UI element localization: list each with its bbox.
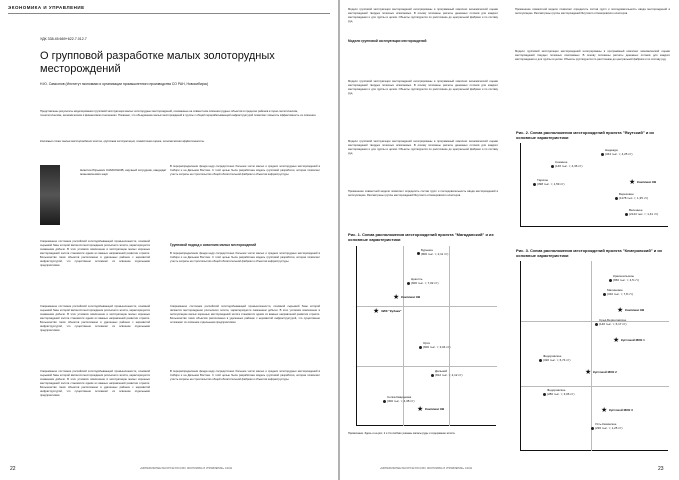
map-label: Сред-Беринговское (140 тыс. т; 6,17 г/т) bbox=[599, 318, 627, 326]
article-authors: Н.Ю. Самсонов (Институт экономики и организации промышленного производства СО РАН, Новосибирск) bbox=[40, 82, 209, 86]
map-label: Снежное (146 тыс. т; 4,36 г/т) bbox=[555, 160, 583, 168]
map-label: Федоровское (280 тыс. т; 3,06 г/т) bbox=[547, 388, 575, 396]
map-point bbox=[591, 427, 594, 430]
map-label: Комплекс КВ bbox=[425, 407, 445, 411]
article-body-col1-b: Современное состояние российской золотодобывающей промышленности, основной сырьевой базы которой являются месторождения россыпного золота, характеризуется снижением добычи. В этих условиях вовлечение в эксплуатацию малых коренных месторождений золота становится одним из важных направлений развития отрасли. Большинство таких объектов расположено в удаленных районах с неразвитой инфраструктурой, что существенно осложняет их освоение отдельными предприятиями. bbox=[40, 305, 150, 332]
map-label: Усть-Казинское (230 тыс. т; 1,25 г/т) bbox=[595, 422, 623, 430]
col2-heading: Групповой подход к освоению малых месторождений bbox=[170, 243, 257, 247]
map-label: Комплекс КВ bbox=[625, 308, 645, 312]
author-photo-caption: Никитин Юрьевич САМСОНОВ, научный сотрудник, кандидат экономических наук bbox=[80, 168, 167, 176]
footer-left: «МИНЕРАЛЬНЫЕ РЕСУРСЫ РОССИИ. ЭКОНОМИКА И УПРАВЛЕНИЕ» 1/2011 bbox=[140, 467, 233, 470]
star-icon: ★ bbox=[373, 308, 380, 315]
footer-right: «МИНЕРАЛЬНЫЕ РЕСУРСЫ РОССИИ. ЭКОНОМИКА И УПРАВЛЕНИЕ» 1/2011 bbox=[380, 467, 473, 470]
page-number-left: 22 bbox=[10, 466, 16, 472]
right-col2-b: Модели групповой эксплуатации месторождений интегрированы в программный комплекс экономической оценки месторождений твердых полезных ископаемых. В основу положены расчеты денежных потоков для каждого месторождения и для группы в целом. Объекты группируются по расстоянию до центральной фабрики и по составу руд. bbox=[515, 50, 670, 61]
figure-1-note: Примечание. Здесь и на рис. 2 и 3 в скобках указаны запасы руды и содержание золота. bbox=[348, 432, 456, 435]
map-point bbox=[601, 153, 604, 156]
article-body-col1-c: Современное состояние российской золотодобывающей промышленности, основной сырьевой базы которой являются месторождения россыпного золота, характеризуется снижением добычи. В этих условиях вовлечение в эксплуатацию малых коренных месторождений золота становится одним из важных направлений развития отрасли. Большинство таких объектов расположено в удаленных районах с неразвитой инфраструктурой, что существенно осложняет их освоение отдельными предприятиями. bbox=[40, 370, 150, 397]
map-point bbox=[551, 165, 554, 168]
map-label: Комплекс КВ bbox=[637, 180, 657, 184]
map-label: Кустовой МОК 3 bbox=[609, 408, 633, 412]
article-title: О групповой разработке малых золоторудных месторождений bbox=[40, 50, 275, 75]
udk-code: УДК 338.45:669+622.7.012.7 bbox=[40, 37, 87, 41]
map-label: Малиновое (310 тыс. т; 7,8 г/т) bbox=[607, 288, 633, 296]
article-keywords: Ключевые слова: малые месторождения золота, групповая эксплуатация, совместная оценка, экономическая эффективность. bbox=[40, 140, 205, 143]
figure-2-title: Рис. 2. Схема расположения месторождений проекта "Якутский" и их основные характеристики bbox=[516, 130, 655, 140]
map-label: Комплекс КВ bbox=[401, 295, 421, 299]
article-body-col2-d: В перераспределении фонда недр сосредоточено большое число малых и средних золоторудных месторождений в Сибири и на Дальнем Востоке. С этой целью была разработана модель групповой разработки, которая позволяет учесть затраты на строительство общей обогатительной фабрики и объектов инфраструктуры. bbox=[170, 370, 320, 381]
right-heading: Модели групповой эксплуатации месторождений bbox=[348, 39, 427, 43]
figure-3-title: Рис. 3. Схема расположения месторождений проекта "Кемеровский" и их основные характеристики bbox=[516, 248, 663, 258]
star-icon: ★ bbox=[613, 337, 620, 344]
map-label: Надежда (344 тыс. т; 4,25 г/т) bbox=[605, 148, 633, 156]
star-icon: ★ bbox=[629, 179, 636, 186]
article-body-col2-c: Современное состояние российской золотодобывающей промышленности, основной сырьевой базы которой являются месторождения россыпного золота, характеризуется снижением добычи. В этих условиях вовлечение в эксплуатацию малых коренных месторождений золота становится одним из важных направлений развития отрасли. Большинство таких объектов расположено в удаленных районах с неразвитой инфраструктурой, что существенно осложняет их освоение отдельными предприятиями. bbox=[170, 305, 320, 324]
star-icon: ★ bbox=[585, 369, 592, 376]
map-point bbox=[595, 323, 598, 326]
map-label: Ороч (600 тыс. т; 3,04 г/т) bbox=[423, 341, 451, 349]
map-label: Федоровское (320 тыс. т; 6,74 г/т) bbox=[543, 354, 571, 362]
article-body-col1: Современное состояние российской золотодобывающей промышленности, основной сырьевой базы которой являются месторождения россыпного золота, характеризуется снижением добычи. В этих условиях вовлечение в эксплуатацию малых коренных месторождений золота становится одним из важных направлений развития отрасли. Большинство таких объектов расположено в удаленных районах с неразвитой инфраструктурой, что существенно осложняет их освоение отдельными предприятиями. bbox=[40, 240, 150, 267]
map-point bbox=[533, 183, 536, 186]
map-label: Весеннее (2144 тыс. т; 1,41 г/т) bbox=[629, 208, 659, 216]
map-point bbox=[609, 279, 612, 282]
star-icon: ★ bbox=[617, 307, 624, 314]
right-page bbox=[340, 0, 679, 480]
article-abstract: Представлены результаты моделирования групповой эксплуатации малых золоторудных месторождений, основанные на совместном освоении рудных объектов в пределах районов в горно-геологическом, технологическом, экономическом и финансовом отношениях. Показано, что объединение малых месторождений в группы с общей перерабатывающей инфраструктурой позволяет повысить эффективность их освоения. bbox=[40, 110, 317, 117]
right-col1-top: Модели групповой эксплуатации месторождений интегрированы в программный комплекс экономической оценки месторождений твердых полезных ископаемых. В основу положены расчеты денежных потоков для каждого месторождения и для группы в целом. Объекты группируются по расстоянию до центральной фабрики и по составу руд. bbox=[348, 8, 498, 23]
article-body-col2-b: В перераспределении фонда недр сосредоточено большое число малых и средних золоторудных месторождений в Сибири и на Дальнем Востоке. С этой целью была разработана модель групповой разработки, которая позволяет учесть затраты на строительство общей обогатительной фабрики и объектов инфраструктуры. bbox=[170, 252, 320, 263]
map-label: ЗИФ "Кубака" bbox=[381, 309, 402, 313]
figure-3 bbox=[516, 248, 671, 458]
right-col1-b: Модели групповой эксплуатации месторождений интегрированы в программный комплекс экономической оценки месторождений твердых полезных ископаемых. В основу положены расчеты денежных потоков для каждого месторождения и для группы в целом. Объекты группируются по расстоянию до центральной фабрики и по составу руд. bbox=[348, 140, 498, 155]
right-col1-c: Применение совместной модели позволяет определить состав групп и последовательность ввода месторождений в эксплуатацию. Рассмотрены группы месторождений Якутского и Кемеровского кластеров. bbox=[348, 190, 498, 197]
map-point bbox=[407, 282, 410, 285]
map-label: Тарское (398 тыс. т; 1,59 г/т) bbox=[537, 178, 565, 186]
map-label: Сопка Кварцевая (300 тыс. т; 4,38 г/т) bbox=[387, 395, 415, 403]
header-divider bbox=[8, 13, 330, 14]
map-label: Кустовой МОК 2 bbox=[593, 370, 617, 374]
map-point bbox=[539, 359, 542, 362]
figure-2-map bbox=[520, 143, 668, 227]
map-point bbox=[543, 393, 546, 396]
map-label: Бурыкон (800 тыс. т; 2,11 г/т) bbox=[421, 248, 449, 256]
map-label: Кустовой МОК 1 bbox=[621, 338, 645, 342]
map-label: Березовое (1178 тыс. т; 1,35 г/т) bbox=[619, 192, 648, 200]
map-point bbox=[603, 293, 606, 296]
figure-1-title: Рис. 1. Схема расположения месторождений проекта "Магаданский" и их основные характеристики bbox=[348, 232, 494, 242]
map-point bbox=[419, 346, 422, 349]
figure-2 bbox=[516, 130, 671, 230]
left-page bbox=[0, 0, 339, 480]
map-point bbox=[625, 213, 628, 216]
map-label: Цокотпь (600 тыс. т; 7,02 г/т) bbox=[411, 277, 439, 285]
star-icon: ★ bbox=[601, 407, 608, 414]
star-icon: ★ bbox=[393, 294, 400, 301]
figure-3-map bbox=[520, 261, 668, 451]
figure-1 bbox=[348, 232, 503, 457]
figure-1-map bbox=[356, 246, 496, 426]
page-number-right: 23 bbox=[658, 466, 664, 472]
star-icon: ★ bbox=[417, 406, 424, 413]
right-col1: Модели групповой эксплуатации месторождений интегрированы в программный комплекс экономической оценки месторождений твердых полезных ископаемых. В основу положены расчеты денежных потоков для каждого месторождения и для группы в целом. Объекты группируются по расстоянию до центральной фабрики и по составу руд. bbox=[348, 80, 498, 95]
section-header: ЭКОНОМИКА И УПРАВЛЕНИЕ bbox=[8, 5, 85, 10]
map-point bbox=[417, 252, 420, 255]
article-body-col2: В перераспределении фонда недр сосредоточено большое число малых и средних золоторудных месторождений в Сибири и на Дальнем Востоке. С этой целью была разработана модель групповой разработки, которая позволяет учесть затраты на строительство общей обогатительной фабрики и объектов инфраструктуры. bbox=[170, 165, 320, 176]
right-col2: Применение совместной модели позволяет определить состав групп и последовательность ввода месторождений в эксплуатацию. Рассмотрены группы месторождений Якутского и Кемеровского кластеров. bbox=[515, 8, 670, 15]
map-label: Красноильское (650 тыс. т; 4,5 г/т) bbox=[613, 274, 639, 282]
map-point bbox=[615, 197, 618, 200]
map-label: Дальний (812 тыс. т; 2,12 г/т) bbox=[435, 369, 463, 377]
map-point bbox=[383, 400, 386, 403]
author-photo bbox=[40, 165, 60, 225]
map-point bbox=[431, 374, 434, 377]
